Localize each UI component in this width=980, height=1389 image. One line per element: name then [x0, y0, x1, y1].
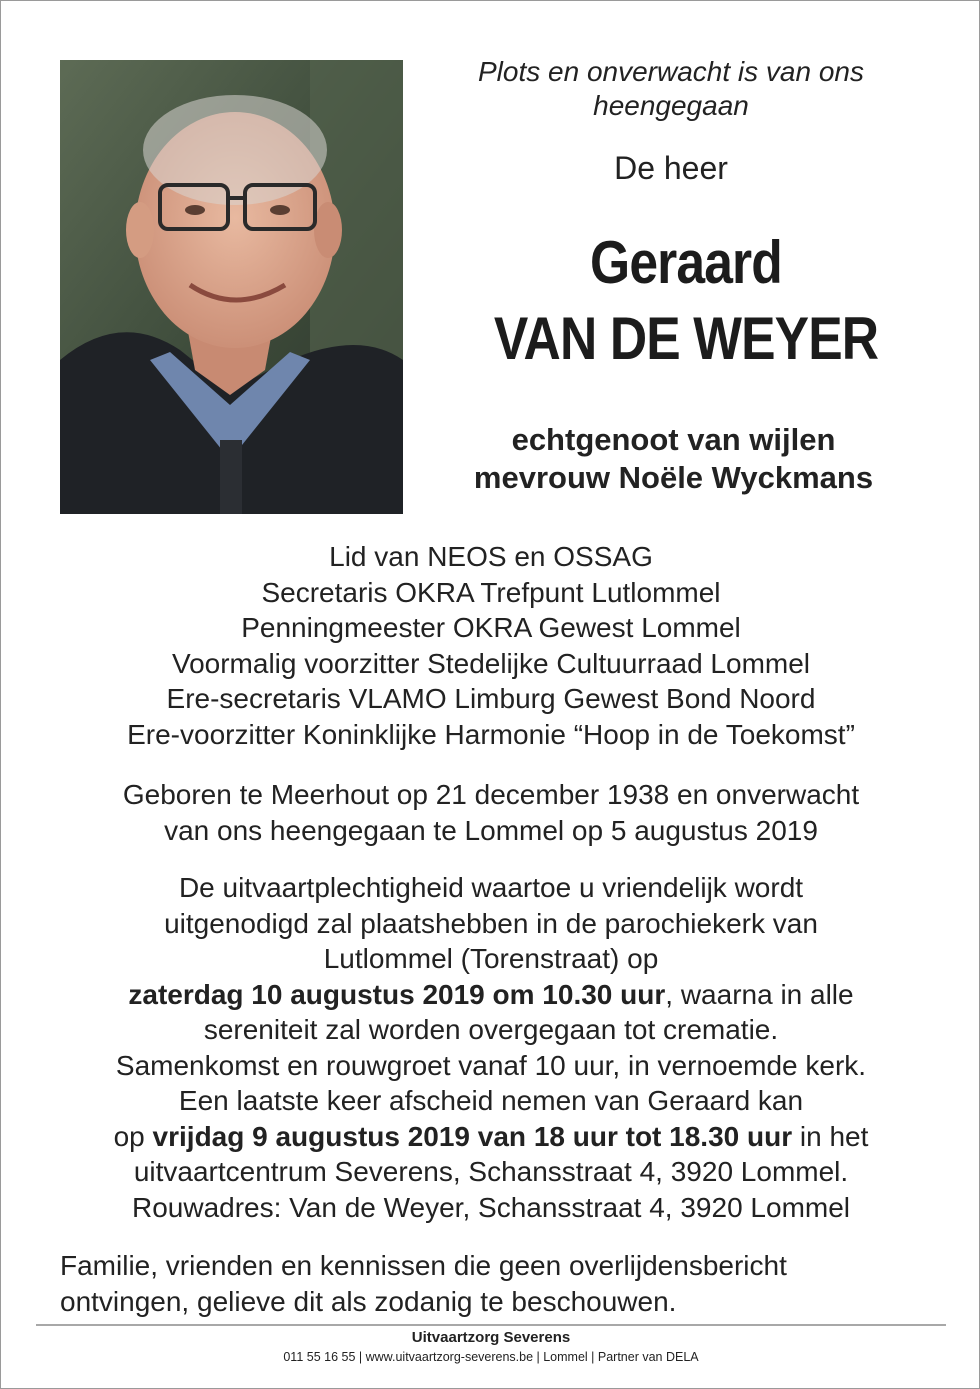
ceremony-line: Lutlommel (Torenstraat) op: [323, 943, 659, 974]
ceremony-line: uitvaartcentrum Severens, Schansstraat 4, 3920 Lommel.: [133, 1156, 849, 1187]
ceremony-line: Rouwadres: Van de Weyer, Schansstraat 4, 3920 Lommel: [131, 1191, 851, 1223]
ceremony-fragment: in het: [792, 1120, 869, 1152]
spouse-text: [421, 421, 926, 497]
intro-line: heengegaan: [593, 90, 749, 121]
intro-line: Plots en onverwacht is van ons: [478, 56, 864, 87]
birth-line: Geboren te Meerhout op 21 december 1938 en onverwacht: [122, 779, 860, 810]
footer-divider: [36, 1324, 946, 1326]
spouse-line: mevrouw Noële Wyckmans: [473, 460, 874, 495]
ceremony-fragment: , waarna in alle: [665, 978, 854, 1010]
role-item: Penningmeester OKRA Gewest Lommel: [241, 612, 741, 643]
last-name: VAN DE WEYER: [493, 305, 879, 372]
birth-line: van ons heengegaan te Lommel op 5 augustus 2019: [164, 814, 818, 846]
ceremony-line: [41, 1119, 941, 1155]
deceased-name: [467, 225, 906, 377]
ceremony-line: De uitvaartplechtigheid waartoe u vriendelijk wordt: [178, 872, 804, 903]
family-line: Familie, vrienden en kennissen die geen overlijdensbericht: [60, 1250, 787, 1281]
farewell-date: vrijdag 9 augustus 2019 van 18 uur tot 18.30 uur: [152, 1120, 793, 1152]
role-item: Secretaris OKRA Trefpunt Lutlommel: [261, 576, 721, 608]
funeral-date: zaterdag 10 augustus 2019 om 10.30 uur: [128, 978, 666, 1010]
role-item: Voormalig voorzitter Stedelijke Cultuurraad Lommel: [171, 647, 811, 679]
ceremony-line: uitgenodigd zal plaatshebben in de parochiekerk van: [164, 907, 818, 939]
spouse-line: echtgenoot van wijlen: [511, 422, 836, 457]
footer-contact: 011 55 16 55 | www.uitvaartzorg-severens.be | Lommel | Partner van DELA: [283, 1350, 699, 1364]
role-item: Ere-secretaris VLAMO Limburg Gewest Bond Noord: [166, 683, 816, 714]
ceremony-line: [41, 977, 941, 1013]
intro-text: [421, 55, 921, 123]
role-item: Lid van NEOS en OSSAG: [329, 541, 653, 572]
ceremony-fragment: op: [113, 1120, 153, 1152]
portrait-photo: [60, 60, 403, 514]
family-line: ontvingen, gelieve dit als zodanig te beschouwen.: [60, 1285, 677, 1317]
ceremony-line: sereniteit zal worden overgegaan tot crematie.: [203, 1014, 779, 1045]
ceremony-line: Een laatste keer afscheid nemen van Geraard kan: [178, 1085, 804, 1116]
birth-death-text: [41, 777, 941, 848]
portrait-image: [60, 60, 403, 514]
first-name: Geraard: [590, 229, 782, 296]
footer-company: Uitvaartzorg Severens: [411, 1329, 571, 1346]
roles-list: [41, 539, 941, 752]
ceremony-text: [41, 870, 941, 1225]
family-note: [60, 1248, 940, 1319]
ceremony-line: Samenkomst en rouwgroet vanaf 10 uur, in vernoemde kerk.: [115, 1049, 867, 1081]
role-item: Ere-voorzitter Koninklijke Harmonie “Hoop in de Toekomst”: [127, 718, 855, 750]
salutation: De heer: [614, 150, 728, 186]
